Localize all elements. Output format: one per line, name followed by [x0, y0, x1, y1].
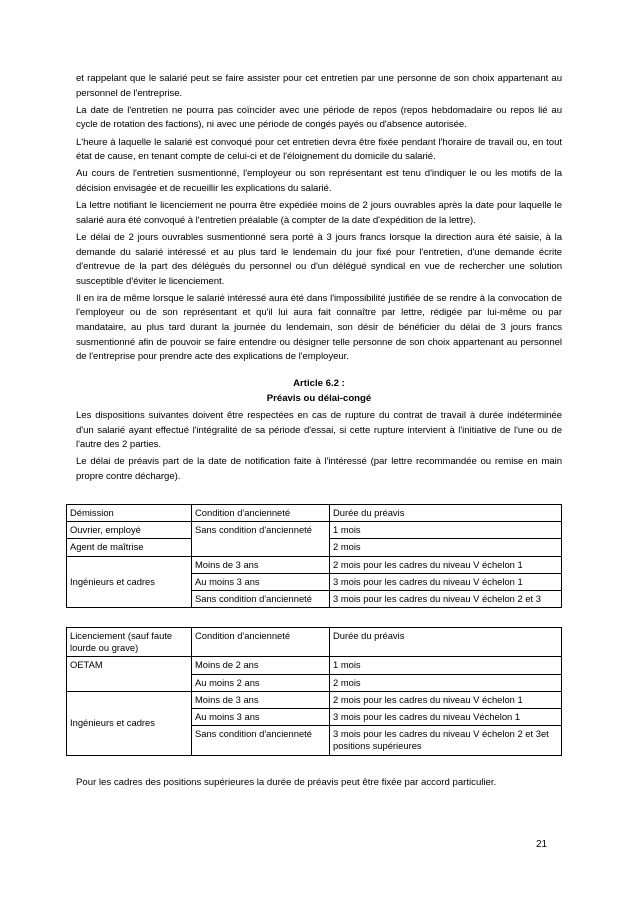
table-header-row	[67, 505, 562, 522]
table-cell: Moins de 3 ans	[192, 691, 330, 708]
page-number: 21	[536, 839, 548, 850]
table-header-cell: Condition d'ancienneté	[192, 505, 330, 522]
paragraph: Le délai de préavis part de la date de notification faite à l'intéressé (par lettre recommandée ou remise en main propre contre décharge).	[76, 456, 562, 482]
closing-paragraph: Pour les cadres des positions supérieures la durée de préavis peut être fixée par accord particulier.	[76, 777, 497, 788]
table-cell: Agent de maîtrise	[67, 539, 192, 556]
table-cell: 2 mois	[330, 674, 562, 691]
paragraph: Le délai de 2 jours ouvrables susmentionné sera porté à 3 jours francs lorsque la direction aura été saisie, à la demande du salarié intéressé et au plus tard le lendemain du jour fixé pour l'entretien, d'une demande écrite d'entrevue de la part des délégués du personnel ou d'un délégué syndical en vue de rechercher une solution susceptible d'éviter le licenciement.	[76, 231, 562, 287]
table-cell: 1 mois	[330, 657, 562, 674]
paragraph: La lettre notifiant le licenciement ne pourra être expédiée moins de 2 jours ouvrables après la date pour laquelle le salarié aura été convoqué à l'entretien préalable (à compter de la date d'expédition de la lettre).	[76, 200, 562, 226]
table-header-cell: Démission	[67, 505, 192, 522]
table-cell: Au moins 2 ans	[192, 674, 330, 691]
table-header-cell: Licenciement (sauf faute lourde ou grave)	[67, 628, 192, 657]
table-group-label: Ingénieurs et cadres	[67, 691, 192, 755]
paragraph: et rappelant que le salarié peut se faire assister pour cet entretien par une personne de son choix appartenant au personnel de l'entreprise.	[76, 73, 562, 99]
table-cell: 3 mois pour les cadres du niveau V échelon 2 et 3	[330, 591, 562, 608]
table-cell: 2 mois pour les cadres du niveau V échelon 1	[330, 691, 562, 708]
table-cell: Sans condition d'ancienneté	[192, 591, 330, 608]
table-cell: Ouvrier, employé	[67, 522, 192, 539]
paragraph: Il en ira de même lorsque le salarié intéressé aura été dans l'impossibilité justifiée de se rendre à la convocation de l'employeur ou de son représentant et qu'il lui aura fait connaître par lettre, rédigée par lui-même ou par mandataire, au plus tard durant la journée du lendemain, son désir de bénéficier du délai de 3 jours francs susmentionné afin de pouvoir se faire entendre ou désigner telle personne de son choix appartenant au personnel de l'entreprise pour prendre acte des explications de l'employeur.	[76, 292, 562, 363]
table-cell: 3 mois pour les cadres du niveau Véchelon 1	[330, 709, 562, 726]
table-cell: Moins de 3 ans	[192, 556, 330, 573]
table-cell: Au moins 3 ans	[192, 709, 330, 726]
article-heading	[76, 377, 562, 406]
table-row	[67, 691, 562, 708]
paragraph: La date de l'entretien ne pourra pas coïncider avec une période de repos (repos hebdomadaire ou repos lié au cycle de rotation des factions), ni avec une période de congés payés ou d'absence autorisée.	[76, 104, 562, 131]
table-header-cell: Durée du préavis	[330, 505, 562, 522]
article-title: Article 6.2 :	[293, 378, 345, 389]
paragraph: Les dispositions suivantes doivent être respectées en cas de rupture du contrat de travail à durée indéterminée d'un salarié ayant effectué l'intégralité de sa période d'essai, si cette rupture intervient à l'initiative de l'une ou de l'autre des 2 parties.	[76, 410, 562, 451]
paragraph: L'heure à laquelle le salarié est convoqué pour cet entretien devra être fixée pendant l'horaire de travail ou, en tout état de cause, en tenant compte de celui-ci et de l'éloignement du domicile du salarié.	[76, 136, 562, 163]
table-row	[67, 522, 562, 539]
table-group-label: OETAM	[67, 657, 192, 691]
table-cell: 3 mois pour les cadres du niveau V échelon 1	[330, 573, 562, 590]
paragraph: Au cours de l'entretien susmentionné, l'employeur ou son représentant est tenu d'indiquer le ou les motifs de la décision envisagée et de recueillir les explications du salarié.	[76, 168, 562, 194]
intro-paragraphs	[76, 72, 562, 367]
table-row	[67, 556, 562, 573]
article-paragraphs	[76, 409, 562, 487]
resignation-notice-table	[66, 504, 562, 608]
table-cell: 3 mois pour les cadres du niveau V échelon 2 et 3et positions supérieures	[330, 726, 562, 755]
table-cell: 2 mois	[330, 539, 562, 556]
dismissal-notice-table	[66, 627, 562, 756]
table-group-label: Ingénieurs et cadres	[67, 556, 192, 608]
table-cell: Sans condition d'ancienneté	[192, 522, 330, 556]
table-cell: 2 mois pour les cadres du niveau V échelon 1	[330, 556, 562, 573]
article-subtitle: Préavis ou délai-congé	[266, 392, 372, 404]
table-cell: Sans condition d'ancienneté	[192, 726, 330, 755]
table-cell: Moins de 2 ans	[192, 657, 330, 674]
table-header-cell: Durée du préavis	[330, 628, 562, 657]
table-header-row	[67, 628, 562, 657]
table-row	[67, 657, 562, 674]
table-cell: 1 mois	[330, 522, 562, 539]
table-header-cell: Condition d'ancienneté	[192, 628, 330, 657]
table-cell: Au moins 3 ans	[192, 573, 330, 590]
